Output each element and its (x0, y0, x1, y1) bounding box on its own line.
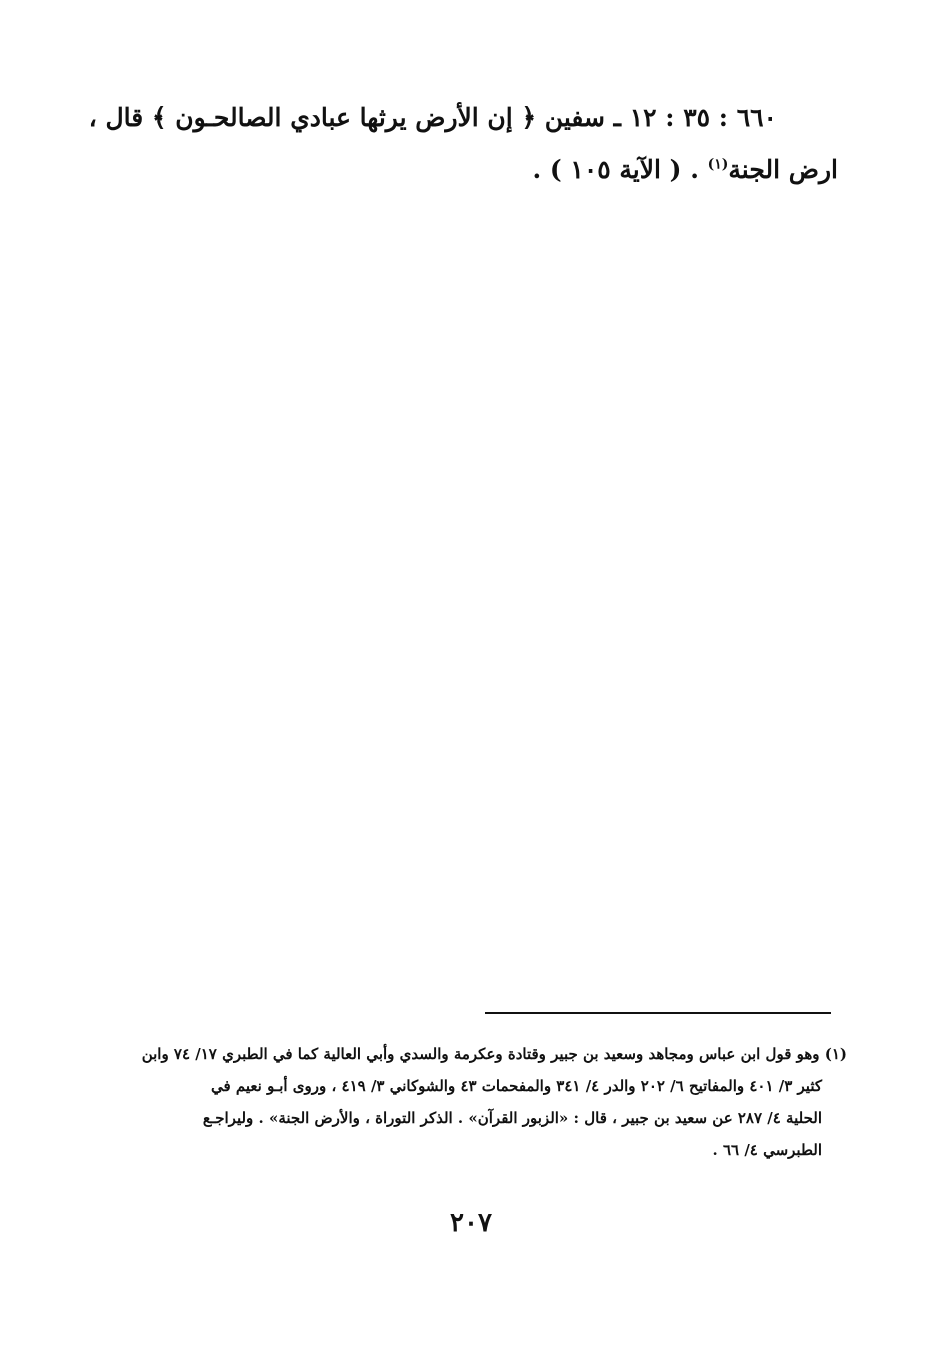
footnote-line: (١) وهو قول ابن عباس ومجاهد وسعيد بن جبير وقتادة وعكرمة والسدي وأبي العالية كما في الطبري ١٧/ ٧٤ وابن (141, 1045, 847, 1063)
entry-line-2-end: . ( الآية ١٠٥ ) . (532, 155, 708, 184)
entry-line-2 (132, 144, 838, 196)
footnote-divider (485, 1012, 831, 1014)
footnote-reference-marker: (١) (707, 156, 729, 173)
footnote-line: الطبرسي ٤/ ٦٦ . (712, 1141, 822, 1159)
entry-line-2-text: ارض الجنة (728, 155, 838, 184)
footnote-line: الحلية ٤/ ٢٨٧ عن سعيد بن جبير ، قال : «الزبور القرآن» . الذكر التوراة ، والأرض الجنة» . وليراجـع (202, 1109, 822, 1127)
main-entry (88, 92, 838, 196)
footnote-line: كثير ٣/ ٤٠١ والمفاتيح ٦/ ٢٠٢ والدر ٤/ ٣٤١ والمفحمات ٤٣ والشوكاني ٣/ ٤١٩ ، وروى أبـو نعيم في (211, 1077, 822, 1095)
page-number: ٢٠٧ (450, 1208, 492, 1238)
footnote-block (137, 1038, 847, 1166)
entry-line-1: ٦٦٠ : ٣٥ : ١٢ ـ سفين ﴿ إن الأرض يرثها عبادي الصالحـون ﴾ قال ، (88, 103, 777, 132)
